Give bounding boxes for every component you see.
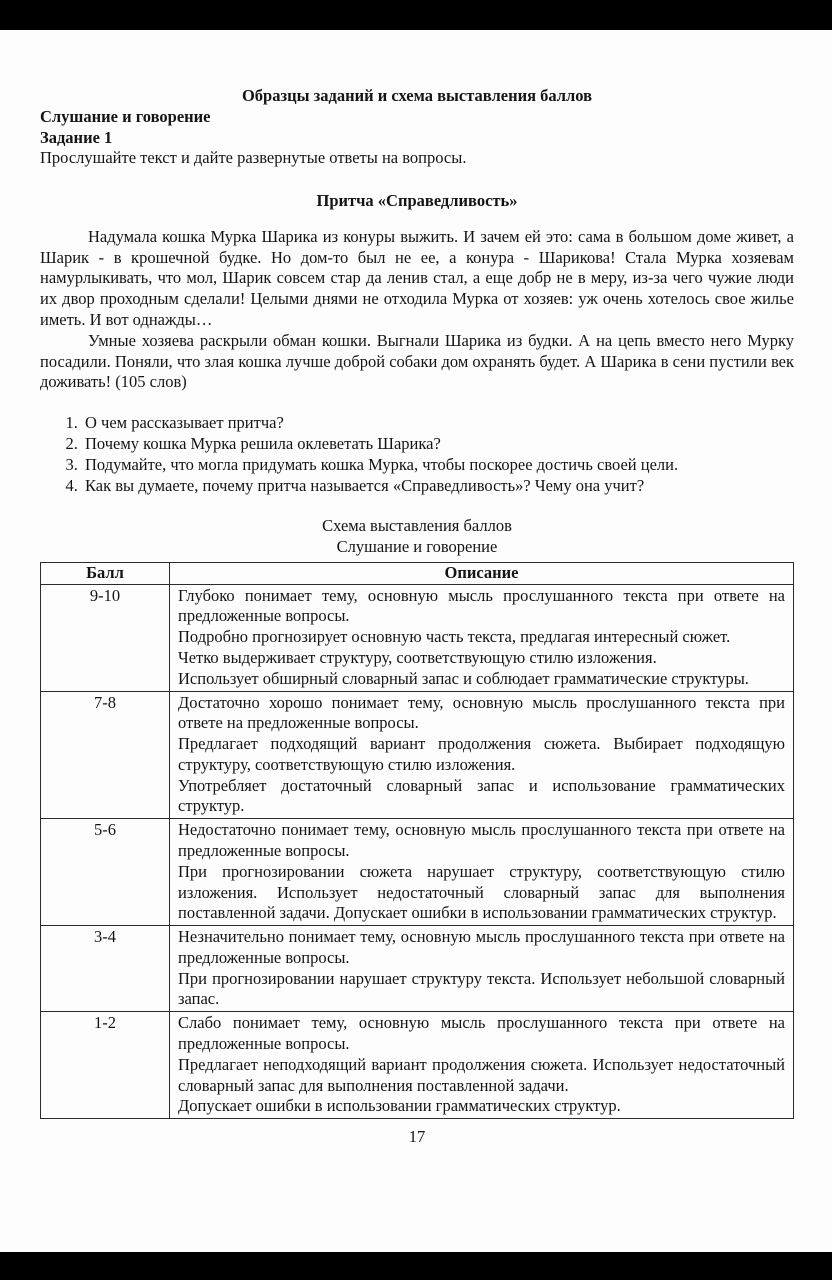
description-line: При прогнозировании нарушает структуру текста. Использует небольшой словарный запас. [178, 968, 785, 1009]
task-heading: Задание 1 [40, 127, 113, 147]
score-cell: 7-8 [41, 691, 170, 819]
story-paragraph-1: Надумала кошка Мурка Шарика из конуры выжить. И зачем ей это: сама в большом доме живет, а Шарик - в крошечной будке. Но дом-то был не ее, а конура - Шарикова! Стала Мурка хозяевам намурлыкивать, что мол, Шарик совсем стар да ленив стал, а еще добр не в меру, из-за чего чужие люди их двор проходным сделали! Целыми днями не отходила Мурка от хозяев: уж очень хотелось свое жилье иметь. И вот однажды… [40, 226, 794, 330]
description-line: Достаточно хорошо понимает тему, основную мысль прослушанного текста при ответе на предложенные вопросы. [178, 692, 785, 733]
score-cell: 9-10 [41, 584, 170, 691]
document-page [0, 30, 832, 1252]
score-cell: 1-2 [41, 1012, 170, 1119]
story-paragraph-2: Умные хозяева раскрыли обман кошки. Выгнали Шарика из будки. А на цепь вместо него Мурку посадили. Поняли, что злая кошка лучше доброй собаки дом охранять будет. А Шарика в сени пустили век доживать! (105 слов) [40, 330, 794, 392]
table-row-3-4 [41, 926, 794, 1012]
score-cell: 5-6 [41, 819, 170, 926]
question-item-4: 4. Как вы думаете, почему притча называется «Справедливость»? Чему она учит? [82, 476, 794, 497]
question-item-1: 1. О чем рассказывает притча? [82, 413, 794, 434]
task-instruction: Прослушайте текст и дайте развернутые ответы на вопросы. [40, 148, 467, 168]
story-body [40, 227, 794, 393]
table-header-description: Описание [170, 562, 794, 584]
table-caption [40, 516, 794, 558]
description-cell [170, 819, 794, 926]
table-header-row [41, 562, 794, 584]
description-cell [170, 1012, 794, 1119]
description-line: Четко выдерживает структуру, соответствующую стилю изложения. [178, 647, 657, 667]
question-item-2: 2. Почему кошка Мурка решила оклеветать Шарика? [82, 434, 794, 455]
table-row-5-6 [41, 819, 794, 926]
description-line: Недостаточно понимает тему, основную мысль прослушанного текста при ответе на предложенные вопросы. [178, 820, 785, 860]
table-header-score: Балл [41, 562, 170, 584]
question-list [40, 413, 794, 496]
description-cell [170, 691, 794, 819]
description-line: Незначительно понимает тему, основную мысль прослушанного текста при ответе на предложенные вопросы. [178, 927, 785, 967]
page-title: Образцы заданий и схема выставления баллов [241, 86, 593, 105]
description-line: Слабо понимает тему, основную мысль прослушанного текста при ответе на предложенные вопросы. [178, 1013, 785, 1054]
description-line: Глубоко понимает тему, основную мысль прослушанного текста при ответе на предложенные вопросы. [178, 585, 785, 626]
page-number: 17 [408, 1127, 426, 1147]
table-caption-line-2: Слушание и говорение [336, 537, 498, 557]
section-heading: Слушание и говорение [40, 106, 211, 126]
description-cell [170, 584, 794, 691]
description-line: Допускает ошибки в использовании грамматических структур. [178, 1096, 621, 1116]
description-cell [170, 926, 794, 1012]
description-line: Употребляет достаточный словарный запас и использование грамматических структур. [178, 775, 785, 816]
description-line: Предлагает подходящий вариант продолжения сюжета. Выбирает подходящую структуру, соответствующую стилю изложения. [178, 734, 785, 774]
description-line: Использует обширный словарный запас и соблюдает грамматические структуры. [178, 668, 749, 688]
score-cell: 3-4 [41, 926, 170, 1012]
table-caption-line-1: Схема выставления баллов [322, 516, 512, 536]
table-row-7-8 [41, 691, 794, 819]
description-line: При прогнозировании сюжета нарушает структуру, соответствующую стилю изложения. Использует недостаточный словарный запас для выполнения поставленной задачи. Допускает ошибки в использовании грамматических структур. [178, 861, 785, 923]
question-item-3: 3. Подумайте, что могла придумать кошка Мурка, чтобы поскорее достичь своей цели. [82, 455, 794, 476]
story-title: Притча «Справедливость» [316, 191, 518, 211]
scoring-table [40, 562, 794, 1119]
description-line: Подробно прогнозирует основную часть текста, предлагая интересный сюжет. [178, 627, 731, 647]
table-row-9-10 [41, 584, 794, 691]
description-line: Предлагает неподходящий вариант продолжения сюжета. Использует недостаточный словарный запас для выполнения поставленной задачи. [178, 1054, 785, 1095]
table-row-1-2 [41, 1012, 794, 1119]
